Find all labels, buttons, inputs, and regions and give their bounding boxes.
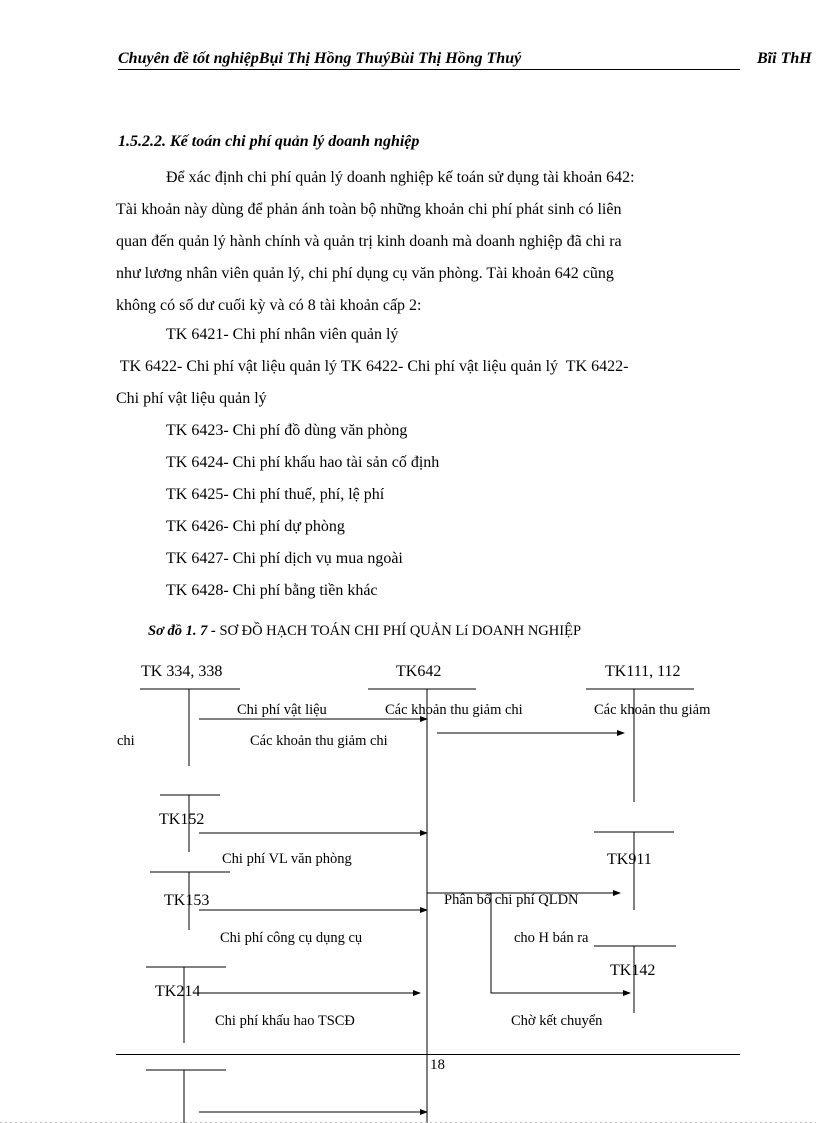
account-item: TK 6423- Chi phí đồ dùng văn phòng xyxy=(166,422,408,439)
label-ban-ra: cho H bán ra xyxy=(514,930,589,946)
running-header-left: Chuyên đề tốt nghiệpBụi Thị Hồng ThuýBùi Thị Hồng Thuý xyxy=(118,50,522,67)
label-cho-ket-chuyen: Chờ kết chuyển xyxy=(511,1013,603,1029)
paragraph-line: Tài khoản này dùng để phản ánh toàn bộ những khoản chi phí phát sinh có liên xyxy=(116,201,622,218)
account-item: TK 6425- Chi phí thuế, phí, lệ phí xyxy=(166,486,385,503)
caption-text: SƠ ĐỒ HẠCH TOÁN CHI PHÍ QUẢN Lí DOANH NGHIỆP xyxy=(215,623,582,639)
account-tk152: TK152 xyxy=(159,811,205,828)
account-item: TK 6422- Chi phí vật liệu quản lý TK 6422- Chi phí vật liệu quản lý TK 6422- xyxy=(116,358,629,375)
header-rule xyxy=(118,69,740,70)
label-khau-hao: Chi phí khấu hao TSCĐ xyxy=(215,1013,355,1029)
account-tk111: TK111, 112 xyxy=(605,663,681,680)
account-tk334: TK 334, 338 xyxy=(141,663,223,680)
paragraph-line: như lương nhân viên quản lý, chi phí dụng cụ văn phòng. Tài khoản 642 cũng xyxy=(116,265,614,282)
label-thu-giam-1: Các khoản thu giảm chi xyxy=(385,702,523,718)
label-vl-van-phong: Chi phí VL văn phòng xyxy=(222,851,352,867)
label-cong-cu: Chi phí công cụ dụng cụ xyxy=(220,930,363,946)
paragraph-line: không có số dư cuối kỳ và có 8 tài khoản cấp 2: xyxy=(116,297,422,314)
account-tk142: TK142 xyxy=(610,962,656,979)
page-number: 18 xyxy=(430,1057,445,1073)
label-thu-giam-3: Các khoản thu giảm chi xyxy=(250,733,388,749)
running-header-right: Bĩi ThH xyxy=(757,50,812,67)
section-title: 1.5.2.2. Kế toán chi phí quản lý doanh nghiệp xyxy=(118,133,420,150)
caption-prefix: Sơ đồ 1. 7 - xyxy=(148,623,216,639)
account-tk214: TK214 xyxy=(155,983,201,1000)
account-tk153: TK153 xyxy=(164,892,210,909)
account-item: TK 6428- Chi phí bằng tiền khác xyxy=(166,582,378,599)
intro-paragraph xyxy=(116,162,740,322)
label-vat-lieu: Chi phí vật liệu xyxy=(237,702,327,718)
account-tk642: TK642 xyxy=(396,663,442,680)
account-item: Chi phí vật liệu quản lý xyxy=(116,390,267,407)
account-tk911: TK911 xyxy=(607,851,652,868)
paragraph-line: Để xác định chi phí quản lý doanh nghiệp kế toán sử dụng tài khoản 642: xyxy=(166,169,635,186)
account-item: TK 6426- Chi phí dự phòng xyxy=(166,518,345,535)
account-item: TK 6421- Chi phí nhân viên quản lý xyxy=(166,326,399,343)
account-item: TK 6424- Chi phí khấu hao tài sản cố định xyxy=(166,454,440,471)
label-phan-bo: Phân bổ chi phí QLDN xyxy=(444,892,579,908)
paragraph-line: quan đến quản lý hành chính và quản trị kinh doanh mà doanh nghiệp đã chi ra xyxy=(116,233,622,250)
label-chi: chi xyxy=(117,733,135,749)
diagram-caption xyxy=(148,623,581,640)
footer-rule xyxy=(116,1054,740,1055)
label-thu-giam-2: Các khoản thu giảm xyxy=(594,702,711,718)
account-item: TK 6427- Chi phí dịch vụ mua ngoài xyxy=(166,550,403,567)
